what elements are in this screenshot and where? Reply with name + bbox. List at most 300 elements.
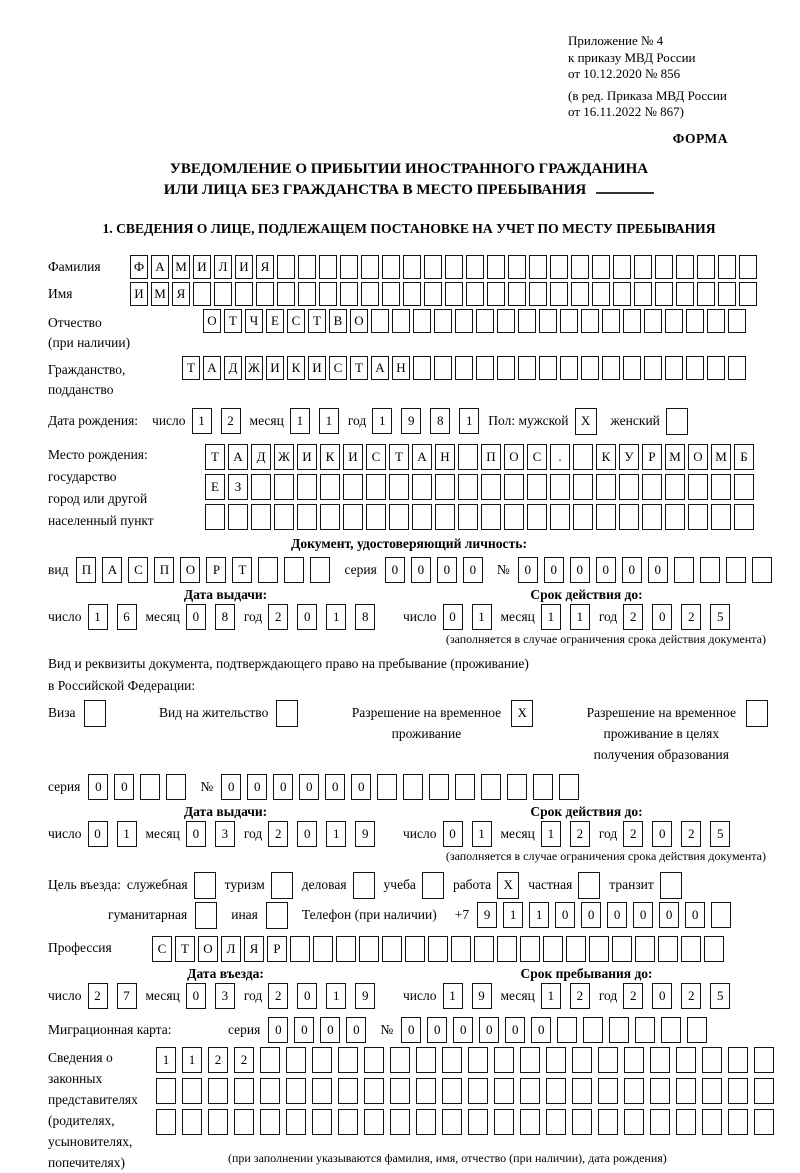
- form-cell[interactable]: [487, 282, 505, 306]
- form-cell[interactable]: [518, 309, 536, 333]
- form-cell[interactable]: 0: [346, 1017, 366, 1043]
- form-cell[interactable]: [624, 1047, 644, 1073]
- form-cell[interactable]: [297, 474, 317, 500]
- form-cell[interactable]: 0: [596, 557, 616, 583]
- form-cell[interactable]: [312, 1078, 332, 1104]
- form-cell[interactable]: [728, 356, 746, 380]
- form-cell[interactable]: [182, 1078, 202, 1104]
- form-cell[interactable]: [260, 1047, 280, 1073]
- form-cell[interactable]: И: [193, 255, 211, 279]
- form-cell[interactable]: [754, 1047, 774, 1073]
- purpose-other-checkbox[interactable]: [266, 902, 288, 929]
- form-cell[interactable]: 0: [273, 774, 293, 800]
- form-cell[interactable]: [520, 1047, 540, 1073]
- form-cell[interactable]: [412, 504, 432, 530]
- purpose-study-checkbox[interactable]: [422, 872, 444, 899]
- form-cell[interactable]: 2: [268, 604, 288, 630]
- surname-input[interactable]: [130, 255, 760, 279]
- form-cell[interactable]: 0: [297, 604, 317, 630]
- form-cell[interactable]: [140, 774, 160, 800]
- form-cell[interactable]: 0: [351, 774, 371, 800]
- form-cell[interactable]: [234, 1078, 254, 1104]
- form-cell[interactable]: [389, 504, 409, 530]
- form-cell[interactable]: [455, 309, 473, 333]
- form-cell[interactable]: [676, 1047, 696, 1073]
- form-cell[interactable]: [728, 1109, 748, 1135]
- form-cell[interactable]: 0: [518, 557, 538, 583]
- form-cell[interactable]: 6: [117, 604, 137, 630]
- form-cell[interactable]: [546, 1047, 566, 1073]
- form-cell[interactable]: [481, 474, 501, 500]
- purpose-transit-checkbox[interactable]: [660, 872, 682, 899]
- form-cell[interactable]: [644, 309, 662, 333]
- form-cell[interactable]: 0: [581, 902, 601, 928]
- form-cell[interactable]: [340, 282, 358, 306]
- form-cell[interactable]: 0: [88, 821, 108, 847]
- form-cell[interactable]: О: [180, 557, 200, 583]
- form-cell[interactable]: [623, 309, 641, 333]
- form-cell[interactable]: [560, 309, 578, 333]
- form-cell[interactable]: К: [320, 444, 340, 470]
- purpose-work-checkbox[interactable]: [497, 872, 519, 899]
- form-cell[interactable]: [661, 1017, 681, 1043]
- form-cell[interactable]: 9: [401, 408, 421, 434]
- form-cell[interactable]: [390, 1047, 410, 1073]
- form-cell[interactable]: 0: [652, 821, 672, 847]
- form-cell[interactable]: [208, 1078, 228, 1104]
- form-cell[interactable]: [429, 774, 449, 800]
- form-cell[interactable]: [539, 309, 557, 333]
- form-cell[interactable]: [312, 1047, 332, 1073]
- form-cell[interactable]: [286, 1078, 306, 1104]
- form-cell[interactable]: [508, 282, 526, 306]
- form-cell[interactable]: [573, 504, 593, 530]
- sex-female-checkbox[interactable]: [666, 408, 688, 435]
- form-cell[interactable]: [571, 255, 589, 279]
- form-cell[interactable]: [578, 872, 600, 899]
- form-cell[interactable]: [256, 282, 274, 306]
- form-cell[interactable]: 2: [208, 1047, 228, 1073]
- form-cell[interactable]: 1: [541, 604, 561, 630]
- form-cell[interactable]: А: [412, 444, 432, 470]
- form-cell[interactable]: [619, 474, 639, 500]
- temp-permit-checkbox[interactable]: [511, 700, 533, 727]
- form-cell[interactable]: 1: [319, 408, 339, 434]
- form-cell[interactable]: 0: [114, 774, 134, 800]
- form-cell[interactable]: [619, 504, 639, 530]
- form-cell[interactable]: [573, 474, 593, 500]
- form-cell[interactable]: [681, 936, 701, 962]
- form-cell[interactable]: [739, 255, 757, 279]
- form-cell[interactable]: [214, 282, 232, 306]
- form-cell[interactable]: [403, 255, 421, 279]
- form-cell[interactable]: 2: [623, 983, 643, 1009]
- form-cell[interactable]: [366, 474, 386, 500]
- form-cell[interactable]: [455, 356, 473, 380]
- form-cell[interactable]: [613, 255, 631, 279]
- purpose-business-checkbox[interactable]: [353, 872, 375, 899]
- form-cell[interactable]: [707, 309, 725, 333]
- issue-month-input[interactable]: [186, 604, 244, 630]
- form-cell[interactable]: [320, 504, 340, 530]
- form-cell[interactable]: [754, 1078, 774, 1104]
- birthplace-row2-input[interactable]: [205, 474, 757, 500]
- form-cell[interactable]: [624, 1109, 644, 1135]
- form-cell[interactable]: [156, 1078, 176, 1104]
- birth-year-input[interactable]: [372, 408, 488, 434]
- form-cell[interactable]: 1: [88, 604, 108, 630]
- form-cell[interactable]: [598, 1078, 618, 1104]
- form-cell[interactable]: [612, 936, 632, 962]
- form-cell[interactable]: [435, 474, 455, 500]
- migration-card-series-input[interactable]: [268, 1017, 372, 1043]
- form-cell[interactable]: X: [497, 872, 519, 899]
- birth-month-input[interactable]: [290, 408, 348, 434]
- form-cell[interactable]: [451, 936, 471, 962]
- form-cell[interactable]: [466, 255, 484, 279]
- form-cell[interactable]: 0: [505, 1017, 525, 1043]
- form-cell[interactable]: [504, 504, 524, 530]
- form-cell[interactable]: О: [504, 444, 524, 470]
- form-cell[interactable]: Я: [256, 255, 274, 279]
- form-cell[interactable]: [539, 356, 557, 380]
- form-cell[interactable]: [208, 1109, 228, 1135]
- form-cell[interactable]: Т: [389, 444, 409, 470]
- form-cell[interactable]: [598, 1047, 618, 1073]
- form-cell[interactable]: [403, 282, 421, 306]
- form-cell[interactable]: С: [527, 444, 547, 470]
- form-cell[interactable]: [364, 1047, 384, 1073]
- form-cell[interactable]: [602, 356, 620, 380]
- form-cell[interactable]: 8: [215, 604, 235, 630]
- form-cell[interactable]: [655, 282, 673, 306]
- form-cell[interactable]: [520, 1078, 540, 1104]
- form-cell[interactable]: 8: [355, 604, 375, 630]
- entry-month-input[interactable]: [186, 983, 244, 1009]
- form-cell[interactable]: [613, 282, 631, 306]
- form-cell[interactable]: 0: [652, 604, 672, 630]
- form-cell[interactable]: И: [266, 356, 284, 380]
- form-cell[interactable]: [312, 1109, 332, 1135]
- form-cell[interactable]: [546, 1109, 566, 1135]
- form-cell[interactable]: [416, 1047, 436, 1073]
- form-cell[interactable]: 0: [268, 1017, 288, 1043]
- form-cell[interactable]: М: [711, 444, 731, 470]
- form-cell[interactable]: 2: [623, 821, 643, 847]
- form-cell[interactable]: Т: [224, 309, 242, 333]
- form-cell[interactable]: Е: [205, 474, 225, 500]
- form-cell[interactable]: [550, 504, 570, 530]
- form-cell[interactable]: [658, 936, 678, 962]
- form-cell[interactable]: [572, 1078, 592, 1104]
- form-cell[interactable]: [251, 474, 271, 500]
- form-cell[interactable]: [338, 1109, 358, 1135]
- form-cell[interactable]: [711, 902, 731, 928]
- representatives-row2-input[interactable]: [156, 1078, 780, 1104]
- form-cell[interactable]: Е: [266, 309, 284, 333]
- form-cell[interactable]: 2: [681, 604, 701, 630]
- form-cell[interactable]: [518, 356, 536, 380]
- stay-until-day-input[interactable]: [443, 983, 501, 1009]
- form-cell[interactable]: О: [688, 444, 708, 470]
- form-cell[interactable]: Т: [350, 356, 368, 380]
- form-cell[interactable]: А: [371, 356, 389, 380]
- form-cell[interactable]: П: [481, 444, 501, 470]
- form-cell[interactable]: [390, 1078, 410, 1104]
- form-cell[interactable]: [665, 309, 683, 333]
- form-cell[interactable]: 2: [623, 604, 643, 630]
- form-cell[interactable]: 1: [541, 983, 561, 1009]
- form-cell[interactable]: [458, 474, 478, 500]
- form-cell[interactable]: З: [228, 474, 248, 500]
- form-cell[interactable]: А: [228, 444, 248, 470]
- form-cell[interactable]: [635, 1017, 655, 1043]
- form-cell[interactable]: [592, 255, 610, 279]
- form-cell[interactable]: 2: [234, 1047, 254, 1073]
- form-cell[interactable]: [504, 474, 524, 500]
- form-cell[interactable]: [583, 1017, 603, 1043]
- form-cell[interactable]: [674, 557, 694, 583]
- expiry-month-input[interactable]: [541, 604, 599, 630]
- form-cell[interactable]: [284, 557, 304, 583]
- form-cell[interactable]: [382, 255, 400, 279]
- form-cell[interactable]: [520, 936, 540, 962]
- form-cell[interactable]: [84, 700, 106, 727]
- form-cell[interactable]: [734, 504, 754, 530]
- sex-male-checkbox[interactable]: [575, 408, 597, 435]
- form-cell[interactable]: Ж: [245, 356, 263, 380]
- form-cell[interactable]: [298, 282, 316, 306]
- form-cell[interactable]: Т: [182, 356, 200, 380]
- form-cell[interactable]: [702, 1047, 722, 1073]
- form-cell[interactable]: Д: [224, 356, 242, 380]
- stay-doc-expiry-day-input[interactable]: [443, 821, 501, 847]
- form-cell[interactable]: 1: [326, 983, 346, 1009]
- form-cell[interactable]: [271, 872, 293, 899]
- form-cell[interactable]: К: [287, 356, 305, 380]
- form-cell[interactable]: 0: [633, 902, 653, 928]
- form-cell[interactable]: [377, 774, 397, 800]
- form-cell[interactable]: [728, 1078, 748, 1104]
- form-cell[interactable]: [389, 474, 409, 500]
- form-cell[interactable]: [382, 282, 400, 306]
- form-cell[interactable]: 0: [437, 557, 457, 583]
- form-cell[interactable]: 1: [503, 902, 523, 928]
- form-cell[interactable]: [298, 255, 316, 279]
- form-cell[interactable]: [276, 700, 298, 727]
- form-cell[interactable]: 0: [531, 1017, 551, 1043]
- form-cell[interactable]: [589, 936, 609, 962]
- form-cell[interactable]: М: [151, 282, 169, 306]
- form-cell[interactable]: [364, 1109, 384, 1135]
- stay-until-month-input[interactable]: [541, 983, 599, 1009]
- form-cell[interactable]: [494, 1078, 514, 1104]
- identity-doc-number-input[interactable]: [518, 557, 778, 583]
- form-cell[interactable]: [405, 936, 425, 962]
- phone-input[interactable]: [477, 902, 737, 928]
- entry-year-input[interactable]: [268, 983, 384, 1009]
- form-cell[interactable]: [596, 504, 616, 530]
- form-cell[interactable]: [650, 1078, 670, 1104]
- form-cell[interactable]: 0: [443, 821, 463, 847]
- form-cell[interactable]: Д: [251, 444, 271, 470]
- form-cell[interactable]: [435, 504, 455, 530]
- form-cell[interactable]: [424, 282, 442, 306]
- form-cell[interactable]: [258, 557, 278, 583]
- form-cell[interactable]: [687, 1017, 707, 1043]
- stay-doc-expiry-month-input[interactable]: [541, 821, 599, 847]
- form-cell[interactable]: [550, 282, 568, 306]
- form-cell[interactable]: [634, 255, 652, 279]
- form-cell[interactable]: [550, 474, 570, 500]
- form-cell[interactable]: [481, 774, 501, 800]
- form-cell[interactable]: 1: [459, 408, 479, 434]
- form-cell[interactable]: 2: [570, 821, 590, 847]
- form-cell[interactable]: [442, 1078, 462, 1104]
- form-cell[interactable]: [566, 936, 586, 962]
- form-cell[interactable]: [445, 255, 463, 279]
- form-cell[interactable]: [676, 282, 694, 306]
- form-cell[interactable]: [260, 1109, 280, 1135]
- form-cell[interactable]: 2: [681, 821, 701, 847]
- form-cell[interactable]: Р: [267, 936, 287, 962]
- form-cell[interactable]: 0: [186, 604, 206, 630]
- form-cell[interactable]: [260, 1078, 280, 1104]
- form-cell[interactable]: 0: [294, 1017, 314, 1043]
- form-cell[interactable]: 1: [570, 604, 590, 630]
- form-cell[interactable]: 2: [268, 983, 288, 1009]
- form-cell[interactable]: 9: [355, 983, 375, 1009]
- form-cell[interactable]: А: [203, 356, 221, 380]
- form-cell[interactable]: [434, 356, 452, 380]
- form-cell[interactable]: 0: [297, 983, 317, 1009]
- form-cell[interactable]: [655, 255, 673, 279]
- stay-until-year-input[interactable]: [623, 983, 739, 1009]
- form-cell[interactable]: [550, 255, 568, 279]
- form-cell[interactable]: [274, 474, 294, 500]
- form-cell[interactable]: 0: [427, 1017, 447, 1043]
- form-cell[interactable]: 0: [299, 774, 319, 800]
- form-cell[interactable]: [676, 1109, 696, 1135]
- form-cell[interactable]: [361, 282, 379, 306]
- form-cell[interactable]: [497, 309, 515, 333]
- form-cell[interactable]: 0: [652, 983, 672, 1009]
- identity-doc-type-input[interactable]: [76, 557, 336, 583]
- form-cell[interactable]: [166, 774, 186, 800]
- form-cell[interactable]: [520, 1109, 540, 1135]
- form-cell[interactable]: [424, 255, 442, 279]
- form-cell[interactable]: 0: [385, 557, 405, 583]
- form-cell[interactable]: [297, 504, 317, 530]
- form-cell[interactable]: 0: [479, 1017, 499, 1043]
- form-cell[interactable]: Я: [172, 282, 190, 306]
- form-cell[interactable]: [665, 356, 683, 380]
- form-cell[interactable]: [466, 282, 484, 306]
- purpose-private-checkbox[interactable]: [578, 872, 600, 899]
- form-cell[interactable]: [194, 872, 216, 899]
- form-cell[interactable]: [343, 504, 363, 530]
- form-cell[interactable]: [752, 557, 772, 583]
- form-cell[interactable]: [702, 1109, 722, 1135]
- patronymic-input[interactable]: [203, 309, 749, 333]
- form-cell[interactable]: [338, 1078, 358, 1104]
- form-cell[interactable]: 1: [529, 902, 549, 928]
- form-cell[interactable]: С: [128, 557, 148, 583]
- form-cell[interactable]: [581, 309, 599, 333]
- form-cell[interactable]: [445, 282, 463, 306]
- form-cell[interactable]: [458, 444, 478, 470]
- form-cell[interactable]: [702, 1078, 722, 1104]
- form-cell[interactable]: [697, 255, 715, 279]
- form-cell[interactable]: [739, 282, 757, 306]
- form-cell[interactable]: X: [575, 408, 597, 435]
- entry-day-input[interactable]: [88, 983, 146, 1009]
- form-cell[interactable]: Ж: [274, 444, 294, 470]
- form-cell[interactable]: 0: [453, 1017, 473, 1043]
- form-cell[interactable]: 1: [326, 604, 346, 630]
- form-cell[interactable]: 2: [681, 983, 701, 1009]
- birth-day-input[interactable]: [192, 408, 250, 434]
- form-cell[interactable]: [228, 504, 248, 530]
- form-cell[interactable]: [527, 504, 547, 530]
- form-cell[interactable]: 7: [117, 983, 137, 1009]
- form-cell[interactable]: [403, 774, 423, 800]
- form-cell[interactable]: 3: [215, 983, 235, 1009]
- form-cell[interactable]: [644, 356, 662, 380]
- form-cell[interactable]: 2: [221, 408, 241, 434]
- form-cell[interactable]: С: [152, 936, 172, 962]
- form-cell[interactable]: [704, 936, 724, 962]
- residence-permit-checkbox[interactable]: [276, 700, 298, 727]
- form-cell[interactable]: [320, 474, 340, 500]
- form-cell[interactable]: 5: [710, 983, 730, 1009]
- form-cell[interactable]: [529, 255, 547, 279]
- form-cell[interactable]: Л: [214, 255, 232, 279]
- form-cell[interactable]: [634, 282, 652, 306]
- form-cell[interactable]: [343, 474, 363, 500]
- form-cell[interactable]: И: [343, 444, 363, 470]
- form-cell[interactable]: [596, 474, 616, 500]
- form-cell[interactable]: 0: [247, 774, 267, 800]
- form-cell[interactable]: [313, 936, 333, 962]
- form-cell[interactable]: 1: [290, 408, 310, 434]
- form-cell[interactable]: Р: [642, 444, 662, 470]
- stay-doc-expiry-year-input[interactable]: [623, 821, 739, 847]
- form-cell[interactable]: И: [235, 255, 253, 279]
- form-cell[interactable]: Н: [392, 356, 410, 380]
- form-cell[interactable]: [290, 936, 310, 962]
- form-cell[interactable]: 1: [472, 604, 492, 630]
- form-cell[interactable]: А: [151, 255, 169, 279]
- form-cell[interactable]: [481, 504, 501, 530]
- form-cell[interactable]: [277, 282, 295, 306]
- birthplace-row1-input[interactable]: [205, 444, 757, 470]
- form-cell[interactable]: .: [550, 444, 570, 470]
- form-cell[interactable]: [205, 504, 225, 530]
- form-cell[interactable]: [508, 255, 526, 279]
- form-cell[interactable]: [602, 309, 620, 333]
- form-cell[interactable]: [666, 408, 688, 435]
- form-cell[interactable]: 1: [182, 1047, 202, 1073]
- form-cell[interactable]: [665, 504, 685, 530]
- migration-card-number-input[interactable]: [401, 1017, 713, 1043]
- issue-day-input[interactable]: [88, 604, 146, 630]
- form-cell[interactable]: [676, 1078, 696, 1104]
- form-cell[interactable]: [319, 255, 337, 279]
- birthplace-row3-input[interactable]: [205, 504, 757, 530]
- form-cell[interactable]: [468, 1109, 488, 1135]
- stay-doc-number-input[interactable]: [221, 774, 585, 800]
